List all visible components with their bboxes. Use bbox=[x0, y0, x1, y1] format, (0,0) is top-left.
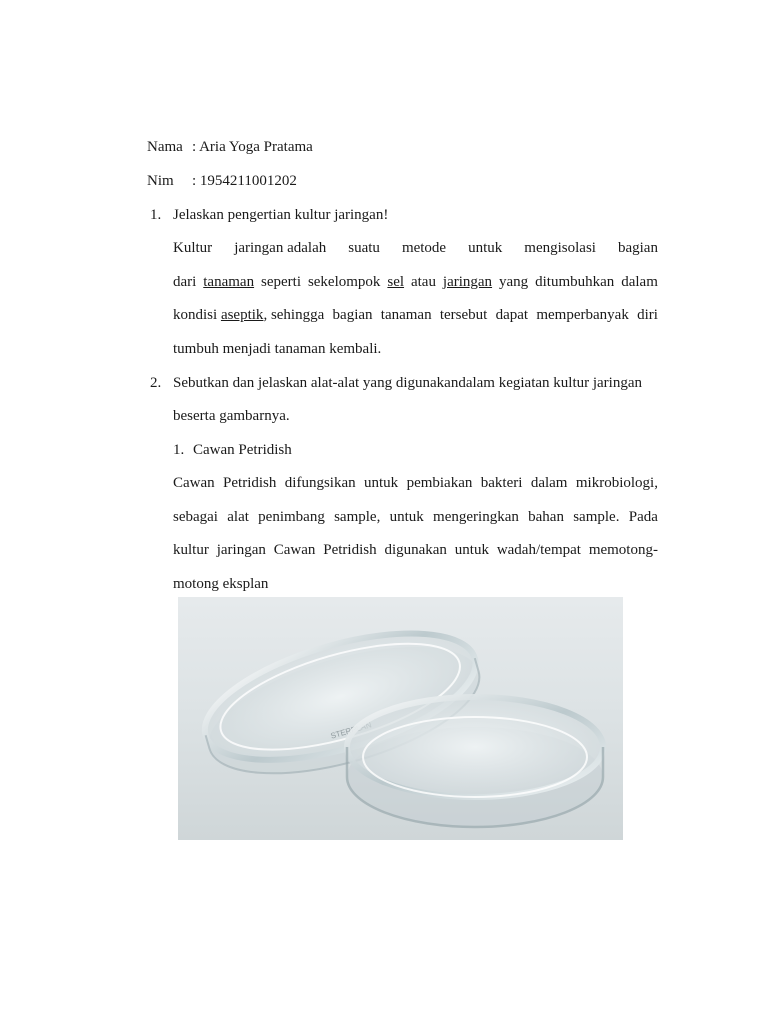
q2-question-line-1: Sebutkan dan jelaskan alat-alat yang digunakandalam kegiatan kultur jaringan bbox=[173, 375, 642, 391]
q2-question-line-2: beserta gambarnya. bbox=[173, 408, 290, 424]
petri-dish-photo bbox=[178, 597, 623, 840]
petri-base bbox=[347, 697, 603, 827]
q1-answer-line-4: tumbuh menjadi tanaman kembali. bbox=[173, 341, 382, 357]
item-title: Cawan Petridish bbox=[193, 442, 292, 458]
q1-answer-line-1: Kultur jaringan adalah suatu metode untuk mengisolasi bagian bbox=[173, 240, 658, 256]
q2-number: 2. bbox=[150, 375, 162, 391]
link-jaringan: jaringan bbox=[442, 274, 493, 290]
item-number: 1. bbox=[173, 442, 185, 458]
nim-label: Nim bbox=[147, 173, 174, 189]
nim-value: : 1954211001202 bbox=[192, 173, 297, 189]
item-desc-line-2: sebagai alat penimbang sample, untuk mengeringkan bahan sample. Pada bbox=[173, 509, 658, 525]
q1-number: 1. bbox=[150, 207, 162, 223]
name-value: : Aria Yoga Pratama bbox=[192, 139, 313, 155]
item-desc-line-4: motong eksplan bbox=[173, 576, 269, 592]
petri-dish-illustration bbox=[178, 597, 623, 840]
item-desc-line-3: kultur jaringan Cawan Petridish digunakan untuk wadah/tempat memotong- bbox=[173, 542, 658, 558]
item-desc-line-1: Cawan Petridish difungsikan untuk pembiakan bakteri dalam mikrobiologi, bbox=[173, 475, 658, 491]
link-sel: sel bbox=[387, 274, 405, 290]
q1-answer-line-2: dari tanaman seperti sekelompok sel atau jaringan yang ditumbuhkan dalam bbox=[173, 274, 658, 290]
link-aseptik: aseptik bbox=[220, 307, 264, 323]
q1-answer-line-3: kondisi aseptik, sehingga bagian tanaman tersebut dapat memperbanyak diri bbox=[173, 307, 658, 323]
q1-question: Jelaskan pengertian kultur jaringan! bbox=[173, 207, 389, 223]
name-label: Nama bbox=[147, 139, 183, 155]
link-tanaman: tanaman bbox=[203, 274, 255, 290]
